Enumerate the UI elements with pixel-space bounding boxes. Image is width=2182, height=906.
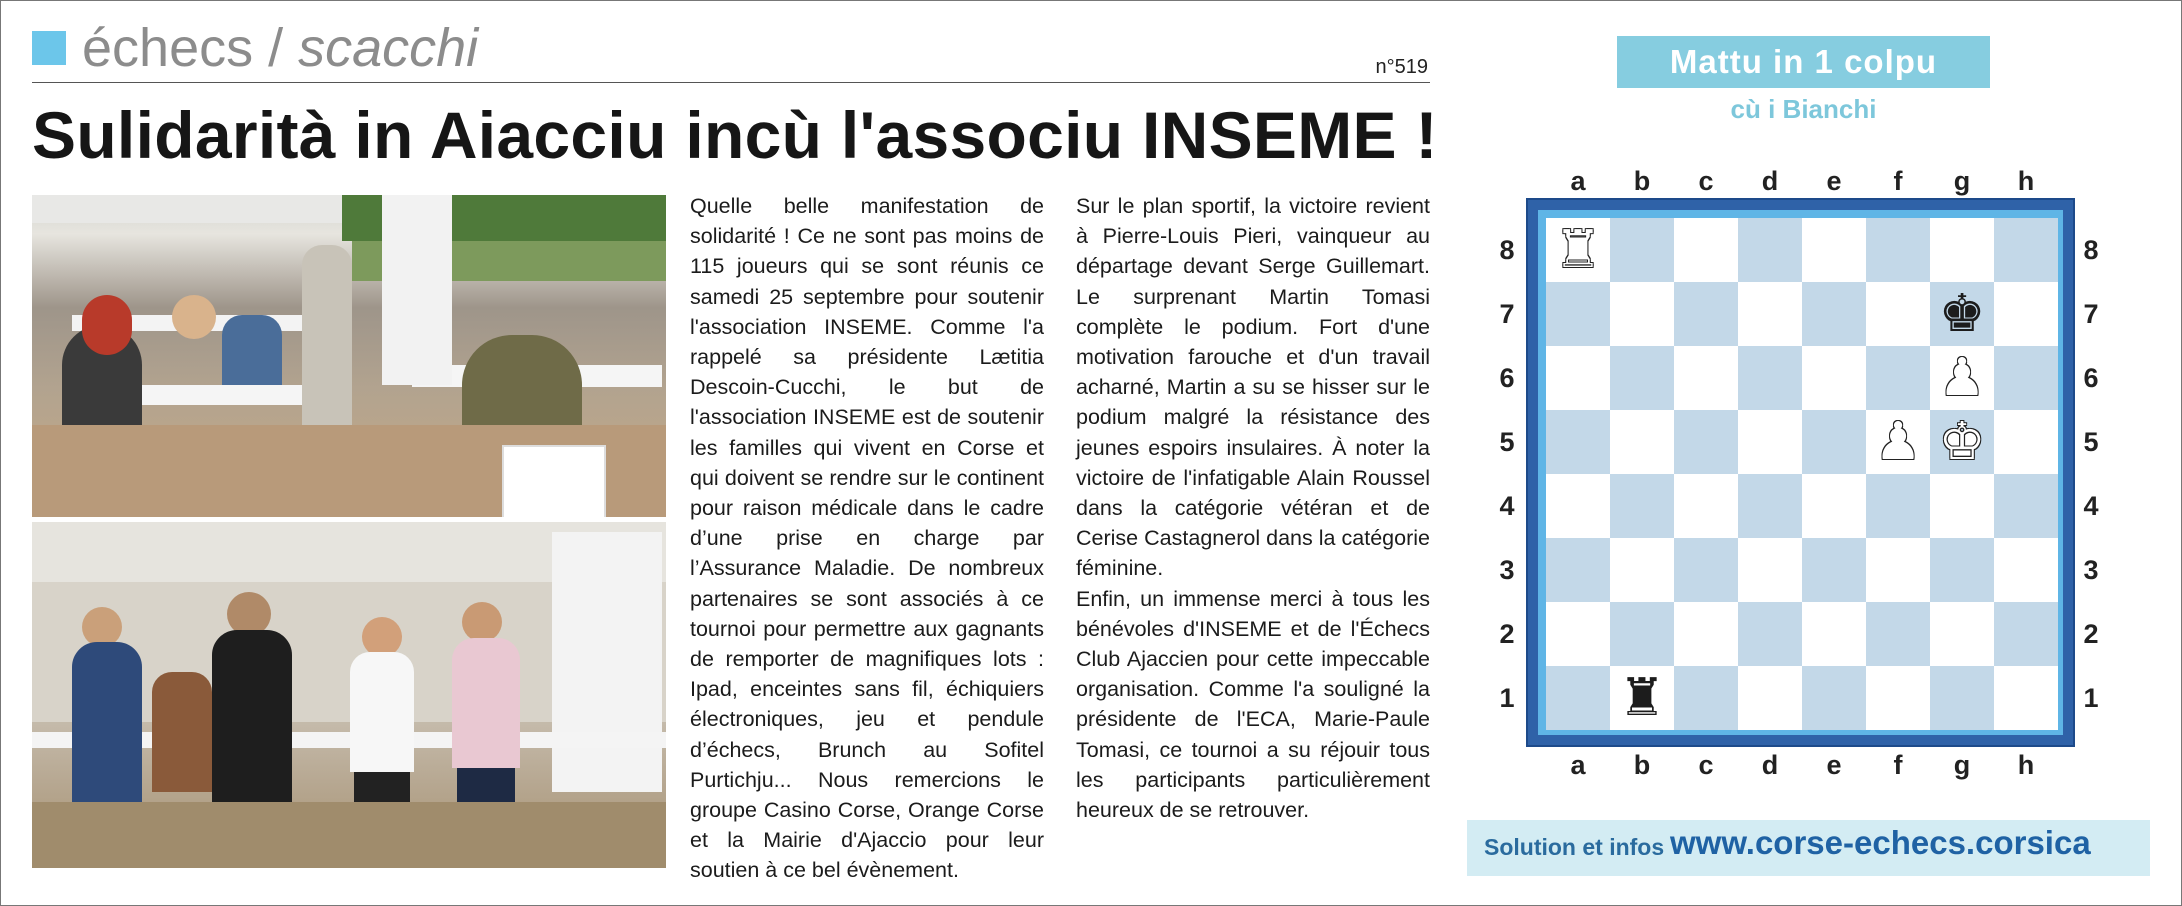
file-label-top-e: e: [1826, 166, 1842, 196]
square-a5: [1546, 410, 1610, 474]
file-label-bottom-a: a: [1570, 750, 1586, 780]
photo-organizers-speech: [32, 522, 666, 868]
puzzle-title: Mattu in 1 colpu: [1617, 36, 1990, 88]
file-label-top-b: b: [1633, 166, 1651, 196]
square-g2: [1930, 602, 1994, 666]
square-f4: [1866, 474, 1930, 538]
square-b7: [1610, 282, 1674, 346]
square-e7: [1802, 282, 1866, 346]
rank-label-right-8: 8: [2083, 235, 2099, 265]
square-f5: [1866, 410, 1930, 474]
file-label-bottom-c: c: [1698, 750, 1714, 780]
square-b1: [1610, 666, 1674, 730]
square-g7: [1930, 282, 1994, 346]
square-h8: [1994, 218, 2058, 282]
square-g3: [1930, 538, 1994, 602]
file-label-top-g: g: [1953, 166, 1971, 196]
square-d5: [1738, 410, 1802, 474]
rank-label-left-5: 5: [1499, 427, 1515, 457]
square-d7: [1738, 282, 1802, 346]
square-h7: [1994, 282, 2058, 346]
issue-number: n°519: [1375, 56, 1428, 78]
chess-board: [1546, 218, 2058, 730]
square-e5: [1802, 410, 1866, 474]
rubric-french: échecs /: [82, 18, 299, 78]
square-d4: [1738, 474, 1802, 538]
puzzle-subtitle: cù i Bianchi: [1730, 94, 1877, 124]
rank-label-right-1: 1: [2083, 683, 2099, 713]
rubric-square-icon: [32, 31, 66, 65]
square-b2: [1610, 602, 1674, 666]
article-paragraph: Quelle belle manifestation de solidarité ! Ce ne sont pas moins de 115 joueurs qui se sont réunis ce samedi 25 septembre pour soutenir l'association INSEME. Comme l'a rappelé sa présidente Lætitia Descoin-Cucchi, le but de l'association INSEME est de soutenir les familles qui vivent en Corse et qui doivent se rendre sur le continent pour raison médicale dans le cadre d’une prise en charge par l’Assurance Maladie. De nombreux partenaires se sont associés à ce tournoi pour permettre aux gagnants de remporter de magnifiques lots : Ipad, enceintes sans fil, échiquiers électroniques, jeu et pendule d’échecs, Brunch au Sofitel Purtichju... Nous remercions le groupe Casino Corse, Orange Corse et la Mairie d'Ajaccio pour leur soutien à ce bel évènement.: [690, 194, 1044, 883]
article-paragraph: Enfin, un immense merci à tous les bénévoles d'INSEME et de l'Échecs Club Ajaccien pour cette impeccable organisation. Comme l'a souligné la présidente de l'ECA, Marie-Paule Tomasi, ce tournoi a su réjouir tous les participants particulièrement heureux de se retrouver.: [1076, 586, 1430, 823]
file-label-top-f: f: [1893, 166, 1903, 196]
square-a4: [1546, 474, 1610, 538]
file-label-bottom-b: b: [1633, 750, 1651, 780]
square-c5: [1674, 410, 1738, 474]
rank-label-left-8: 8: [1499, 235, 1515, 265]
white-rook-icon: ♜: [1554, 220, 1602, 280]
rank-label-left-3: 3: [1499, 555, 1515, 585]
header-rule: [32, 82, 1430, 83]
square-g4: [1930, 474, 1994, 538]
square-c7: [1674, 282, 1738, 346]
square-h4: [1994, 474, 2058, 538]
rank-label-right-7: 7: [2083, 299, 2099, 329]
square-b3: [1610, 538, 1674, 602]
square-e6: [1802, 346, 1866, 410]
photo-tournament-players: [32, 195, 666, 517]
square-a7: [1546, 282, 1610, 346]
square-h2: [1994, 602, 2058, 666]
rank-label-left-1: 1: [1499, 683, 1515, 713]
square-e8: [1802, 218, 1866, 282]
square-c8: [1674, 218, 1738, 282]
square-f7: [1866, 282, 1930, 346]
file-label-bottom-d: d: [1761, 750, 1779, 780]
square-f6: [1866, 346, 1930, 410]
square-c1: [1674, 666, 1738, 730]
square-d1: [1738, 666, 1802, 730]
rubric-corsican: scacchi: [298, 18, 479, 78]
square-g1: [1930, 666, 1994, 730]
square-h6: [1994, 346, 2058, 410]
black-king-icon: ♚: [1938, 284, 1986, 344]
file-label-bottom-h: h: [2017, 750, 2035, 780]
article-column-1: [690, 191, 1044, 886]
square-h5: [1994, 410, 2058, 474]
square-g6: [1930, 346, 1994, 410]
square-e4: [1802, 474, 1866, 538]
file-label-bottom-g: g: [1953, 750, 1971, 780]
square-a3: [1546, 538, 1610, 602]
square-a2: [1546, 602, 1610, 666]
square-e1: [1802, 666, 1866, 730]
square-f8: [1866, 218, 1930, 282]
rank-label-left-2: 2: [1499, 619, 1515, 649]
article-paragraph: Sur le plan sportif, la victoire revient à Pierre-Louis Pieri, vainqueur au départage devant Serge Guillemart. Le surprenant Martin Tomasi complète le podium. Fort d'une motivation farouche et d'un travail acharné, Martin a su se hisser sur le podium malgré la résistance des jeunes espoirs insulaires. À noter la victoire de l'infatigable Alain Roussel dans la catégorie vétéran et de Cerise Castagnerol dans la catégorie féminine.: [1076, 194, 1430, 581]
rank-label-left-7: 7: [1499, 299, 1515, 329]
file-label-top-h: h: [2017, 166, 2035, 196]
square-a8: [1546, 218, 1610, 282]
square-a6: [1546, 346, 1610, 410]
rank-label-left-6: 6: [1499, 363, 1515, 393]
file-label-top-c: c: [1698, 166, 1714, 196]
rank-label-right-2: 2: [2083, 619, 2099, 649]
square-c2: [1674, 602, 1738, 666]
square-d2: [1738, 602, 1802, 666]
article-column-2: [1076, 191, 1430, 825]
file-label-top-a: a: [1570, 166, 1586, 196]
square-g8: [1930, 218, 1994, 282]
square-c4: [1674, 474, 1738, 538]
square-b4: [1610, 474, 1674, 538]
file-label-bottom-f: f: [1893, 750, 1903, 780]
square-b5: [1610, 410, 1674, 474]
white-king-icon: ♚: [1938, 412, 1986, 472]
square-f3: [1866, 538, 1930, 602]
square-b8: [1610, 218, 1674, 282]
solution-label: Solution et infos: [1484, 834, 1665, 860]
file-label-bottom-e: e: [1826, 750, 1842, 780]
website-link[interactable]: www.corse-echecs.corsica: [1670, 824, 2091, 861]
section-rubric: [82, 16, 478, 80]
headline: Sulidarità in Aiacciu incù l'associu INSEME !: [32, 98, 1438, 172]
square-h1: [1994, 666, 2058, 730]
white-pawn-icon: ♟: [1874, 412, 1922, 472]
square-e3: [1802, 538, 1866, 602]
square-b6: [1610, 346, 1674, 410]
rank-label-left-4: 4: [1499, 491, 1515, 521]
square-c6: [1674, 346, 1738, 410]
square-f2: [1866, 602, 1930, 666]
square-e2: [1802, 602, 1866, 666]
square-h3: [1994, 538, 2058, 602]
square-g5: [1930, 410, 1994, 474]
black-rook-icon: ♜: [1618, 668, 1666, 728]
square-d8: [1738, 218, 1802, 282]
file-label-top-d: d: [1761, 166, 1779, 196]
square-d6: [1738, 346, 1802, 410]
white-pawn-icon: ♟: [1938, 348, 1986, 408]
square-f1: [1866, 666, 1930, 730]
rank-label-right-3: 3: [2083, 555, 2099, 585]
square-c3: [1674, 538, 1738, 602]
square-a1: [1546, 666, 1610, 730]
rank-label-right-4: 4: [2083, 491, 2099, 521]
rank-label-right-6: 6: [2083, 363, 2099, 393]
square-d3: [1738, 538, 1802, 602]
rank-label-right-5: 5: [2083, 427, 2099, 457]
